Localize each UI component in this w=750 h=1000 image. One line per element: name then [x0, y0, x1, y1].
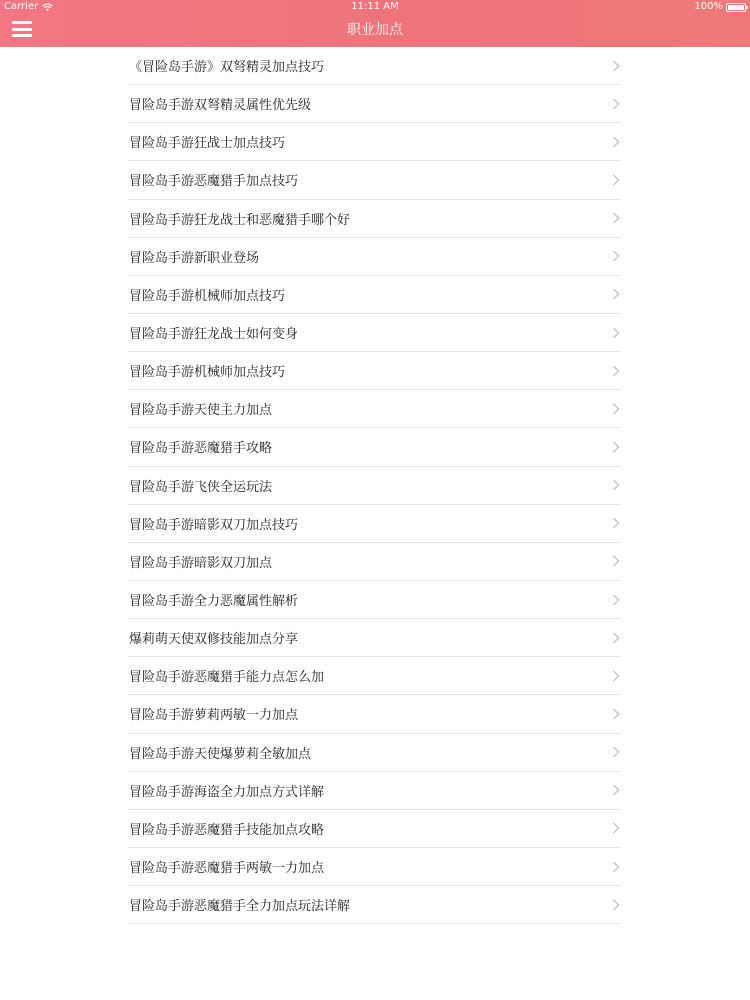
- list-item[interactable]: [128, 543, 620, 581]
- list-item[interactable]: [128, 276, 620, 314]
- list-item[interactable]: [128, 619, 620, 657]
- list-item-label: 冒险岛手游恶魔猎手加点技巧: [129, 174, 299, 190]
- list-item-label: 冒险岛手游海盗全力加点方式详解: [129, 784, 325, 800]
- list-item[interactable]: [128, 123, 620, 161]
- chevron-right-icon: [612, 136, 620, 148]
- status-time: 11:11 AM: [351, 1, 399, 12]
- article-list: [128, 47, 620, 924]
- chevron-right-icon: [612, 594, 620, 606]
- list-item[interactable]: [128, 886, 620, 924]
- list-item-label: 冒险岛手游全力恶魔属性解析: [129, 594, 299, 610]
- chevron-right-icon: [612, 212, 620, 224]
- list-item-label: 《冒险岛手游》双弩精灵加点技巧: [129, 60, 325, 76]
- list-item-label: 冒险岛手游狂龙战士如何变身: [129, 327, 299, 343]
- chevron-right-icon: [612, 784, 620, 796]
- chevron-right-icon: [612, 670, 620, 682]
- chevron-right-icon: [612, 327, 620, 339]
- list-item[interactable]: [128, 810, 620, 848]
- list-item-label: 冒险岛手游暗影双刀加点: [129, 555, 273, 571]
- battery-icon: [726, 3, 746, 12]
- list-item-label: 冒险岛手游天使主力加点: [129, 403, 273, 419]
- list-item[interactable]: [128, 657, 620, 695]
- list-item[interactable]: [128, 200, 620, 238]
- list-item[interactable]: [128, 695, 620, 733]
- chevron-right-icon: [612, 60, 620, 72]
- list-item[interactable]: [128, 314, 620, 352]
- list-item-label: 冒险岛手游狂龙战士和恶魔猎手哪个好: [129, 212, 351, 228]
- chevron-right-icon: [612, 861, 620, 873]
- chevron-right-icon: [612, 403, 620, 415]
- list-item[interactable]: [128, 467, 620, 505]
- chevron-right-icon: [612, 479, 620, 491]
- chevron-right-icon: [612, 441, 620, 453]
- list-item-label: 冒险岛手游恶魔猎手技能加点攻略: [129, 822, 325, 838]
- status-bar: [0, 0, 750, 14]
- list-item[interactable]: [128, 238, 620, 276]
- chevron-right-icon: [612, 174, 620, 186]
- list-item[interactable]: [128, 390, 620, 428]
- list-item[interactable]: [128, 505, 620, 543]
- list-item-label: 冒险岛手游双弩精灵属性优先级: [129, 98, 312, 114]
- list-item-label: 冒险岛手游恶魔猎手两敏一力加点: [129, 861, 325, 877]
- chevron-right-icon: [612, 708, 620, 720]
- battery-percent: 100%: [694, 1, 723, 12]
- battery-fill: [728, 5, 744, 10]
- chevron-right-icon: [612, 746, 620, 758]
- list-item[interactable]: [128, 734, 620, 772]
- list-item[interactable]: [128, 47, 620, 85]
- carrier-label: Carrier: [4, 1, 39, 12]
- list-item-label: 冒险岛手游萝莉两敏一力加点: [129, 708, 299, 724]
- chevron-right-icon: [612, 98, 620, 110]
- list-item[interactable]: [128, 581, 620, 619]
- chevron-right-icon: [612, 517, 620, 529]
- chevron-right-icon: [612, 555, 620, 567]
- list-item-label: 爆莉萌天使双修技能加点分享: [129, 632, 299, 648]
- list-item[interactable]: [128, 428, 620, 466]
- chevron-right-icon: [612, 822, 620, 834]
- list-item-label: 冒险岛手游恶魔猎手全力加点玩法详解: [129, 899, 351, 915]
- chevron-right-icon: [612, 250, 620, 262]
- chevron-right-icon: [612, 899, 620, 911]
- chevron-right-icon: [612, 288, 620, 300]
- chevron-right-icon: [612, 632, 620, 644]
- list-item[interactable]: [128, 848, 620, 886]
- navigation-bar: [0, 0, 750, 47]
- list-item-label: 冒险岛手游飞侠全运玩法: [129, 479, 273, 495]
- list-item[interactable]: [128, 352, 620, 390]
- list-item-label: 冒险岛手游暗影双刀加点技巧: [129, 517, 299, 533]
- page-title: 职业加点: [347, 22, 403, 38]
- list-item-label: 冒险岛手游新职业登场: [129, 250, 260, 266]
- list-item-label: 冒险岛手游狂战士加点技巧: [129, 136, 286, 152]
- list-item-label: 冒险岛手游恶魔猎手能力点怎么加: [129, 670, 325, 686]
- chevron-right-icon: [612, 365, 620, 377]
- list-item-label: 冒险岛手游机械师加点技巧: [129, 288, 286, 304]
- list-item-label: 冒险岛手游天使爆萝莉全敏加点: [129, 746, 312, 762]
- list-item-label: 冒险岛手游恶魔猎手攻略: [129, 441, 273, 457]
- list-item[interactable]: [128, 85, 620, 123]
- status-right: [694, 0, 746, 14]
- list-item[interactable]: [128, 161, 620, 199]
- list-item-label: 冒险岛手游机械师加点技巧: [129, 365, 286, 381]
- list-item[interactable]: [128, 772, 620, 810]
